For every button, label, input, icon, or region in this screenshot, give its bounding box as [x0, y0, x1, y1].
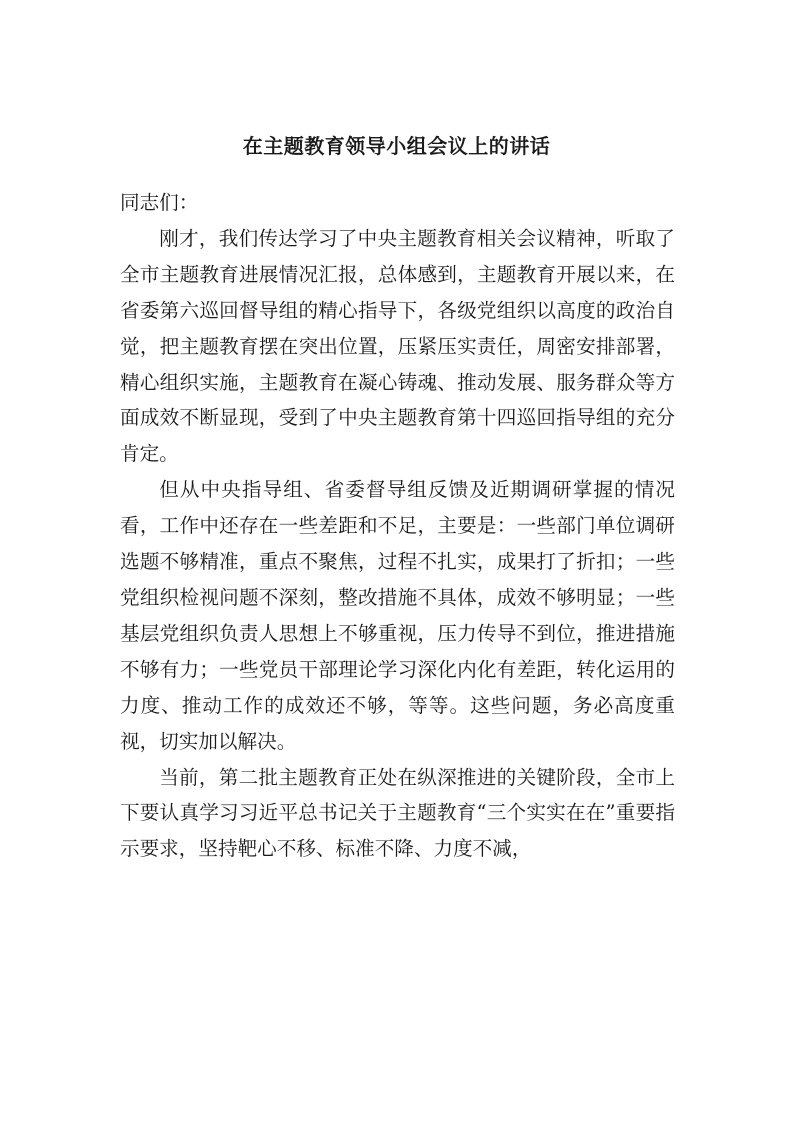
paragraph-2: 但从中央指导组、省委督导组反馈及近期调研掌握的情况看，工作中还存在一些差距和不足，主要是：一些部门单位调研选题不够精准，重点不聚焦，过程不扎实，成果打了折扣；一些党组织检视问题不深刻，整改措施不具体，成效不够明显；一些基层党组织负责人思想上不够重视，压力传导不到位，推进措施不够有力；一些党员干部理论学习深化内化有差距，转化运用的力度、推动工作的成效还不够，等等。这些问题，务必高度重视，切实加以解决。: [120, 478, 675, 753]
document-title: 在主题教育领导小组会议上的讲话: [242, 134, 551, 158]
paragraph-1: 刚才，我们传达学习了中央主题教育相关会议精神，听取了全市主题教育进展情况汇报，总体感到，主题教育开展以来，在省委第六巡回督导组的精心指导下，各级党组织以高度的政治自觉，把主题教育摆在突出位置，压紧压实责任，周密安排部署，精心组织实施，主题教育在凝心铸魂、推动发展、服务群众等方面成效不断显现，受到了中央主题教育第十四巡回指导组的充分肯定。: [120, 226, 675, 466]
paragraph-3: 当前，第二批主题教育正处在纵深推进的关键阶段，全市上下要认真学习习近平总书记关于主题教育“三个实实在在”重要指示要求，坚持靶心不移、标准不降、力度不减，: [120, 765, 675, 861]
salutation: 同志们：: [120, 191, 199, 214]
document-body: [120, 185, 675, 867]
